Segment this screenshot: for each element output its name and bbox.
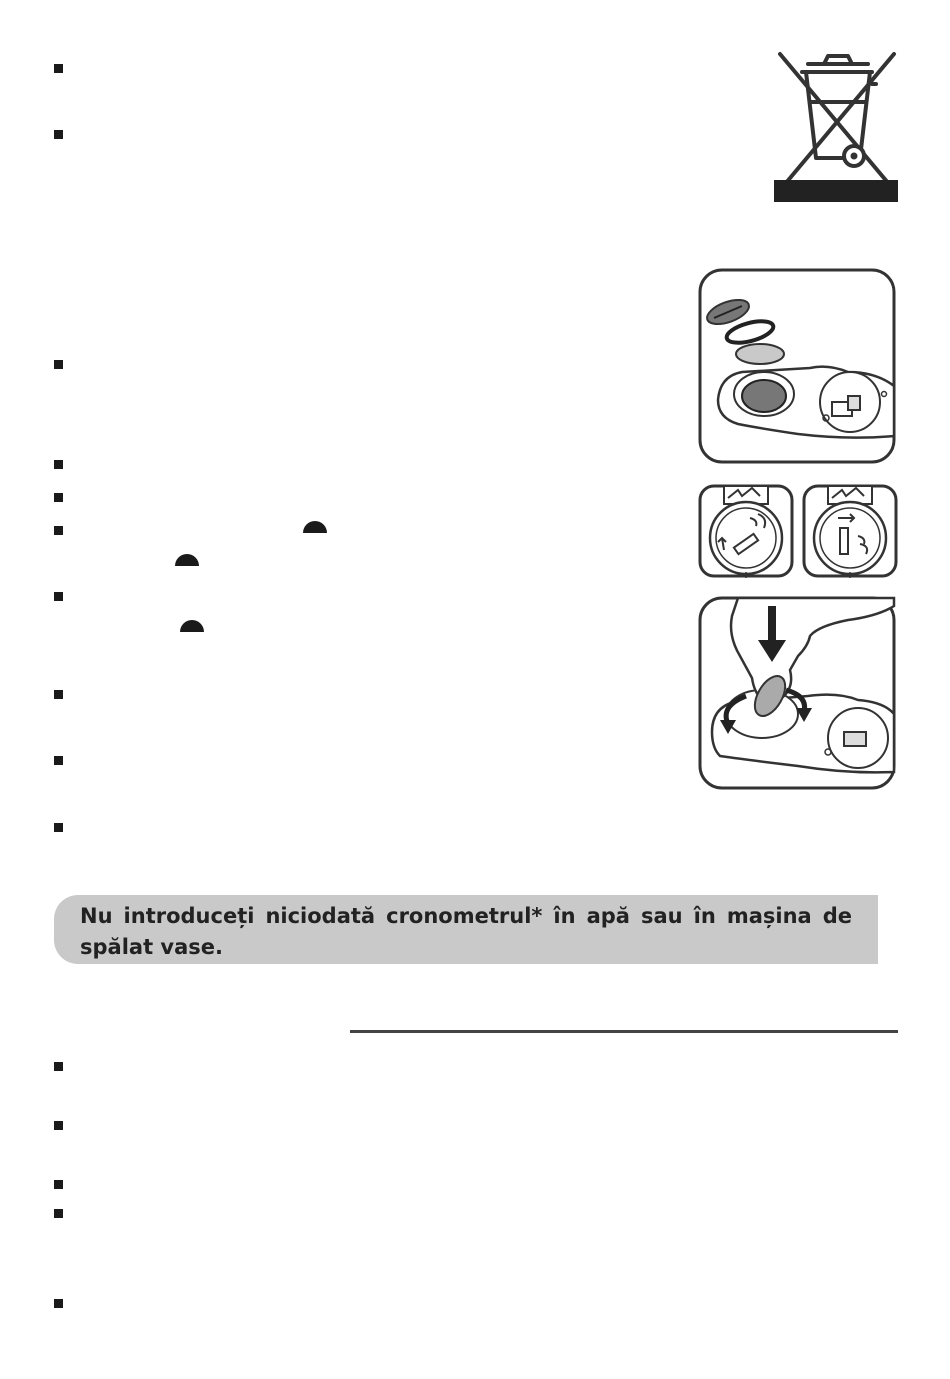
square-bullet-icon (54, 526, 63, 535)
cover-closed-illustration (802, 484, 898, 578)
square-bullet-icon (54, 1209, 63, 1218)
square-bullet-icon (54, 130, 63, 139)
half-circle-marker-icon (180, 620, 204, 632)
section-divider (350, 1030, 898, 1033)
square-bullet-icon (54, 493, 63, 502)
square-bullet-icon (54, 360, 63, 369)
square-bullet-icon (54, 823, 63, 832)
square-bullet-icon (54, 460, 63, 469)
square-bullet-icon (54, 690, 63, 699)
half-circle-marker-icon (303, 521, 327, 533)
warning-text: Nu introduceți niciodată cronometrul* în apă sau în mașina de spălat vase. (80, 904, 852, 959)
warning-box (54, 895, 878, 964)
square-bullet-icon (54, 64, 63, 73)
battery-compartment-illustration (698, 268, 898, 466)
square-bullet-icon (54, 1180, 63, 1189)
crossed-out-wheelie-bin-icon (772, 50, 898, 204)
press-and-turn-illustration (698, 596, 898, 792)
square-bullet-icon (54, 592, 63, 601)
square-bullet-icon (54, 1062, 63, 1071)
half-circle-marker-icon (175, 554, 199, 566)
square-bullet-icon (54, 756, 63, 765)
square-bullet-icon (54, 1299, 63, 1308)
square-bullet-icon (54, 1121, 63, 1130)
cover-open-illustration (698, 484, 794, 578)
